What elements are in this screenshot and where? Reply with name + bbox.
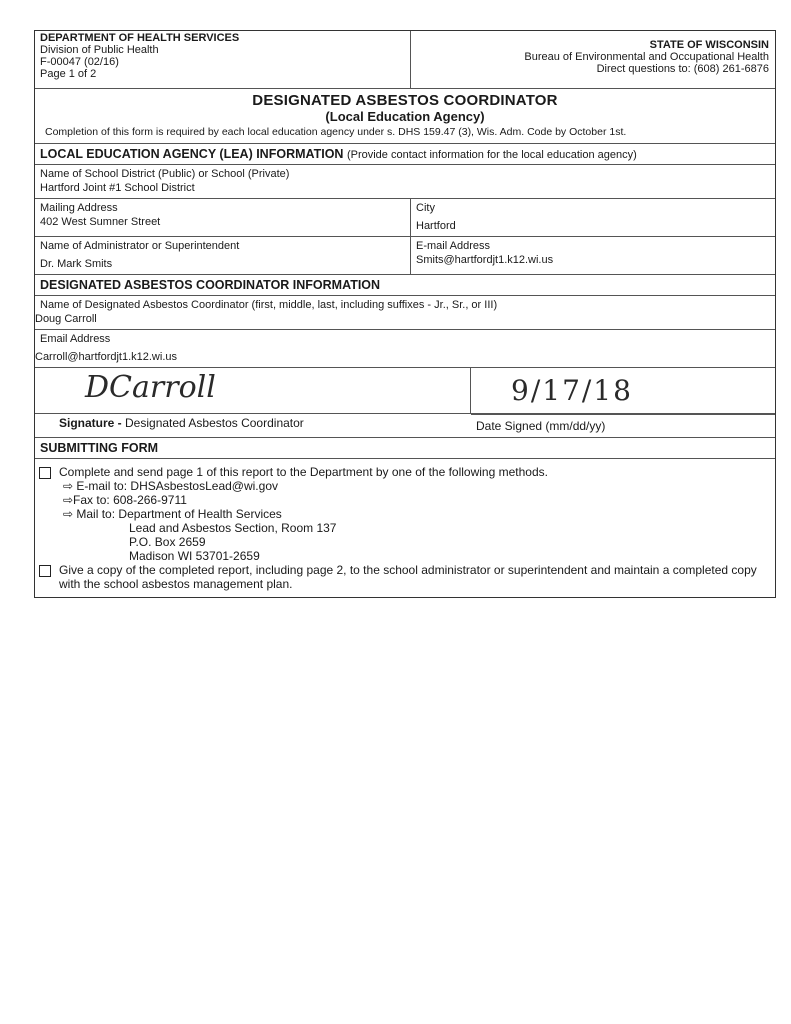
email-method: ⇨ E-mail to: DHSAsbestosLead@wi.gov: [63, 479, 278, 493]
submit-checkbox-2[interactable]: [39, 565, 51, 577]
coordinator-name-value: Doug Carroll: [35, 313, 97, 325]
signature-label-rest: Designated Asbestos Coordinator: [125, 416, 304, 430]
form-number: F-00047 (02/16): [40, 56, 119, 68]
coordinator-email-value: Carroll@hartfordjt1.k12.wi.us: [35, 351, 177, 363]
submitting-section-heading: [35, 438, 775, 459]
header-right: [411, 31, 775, 88]
signature-row: [35, 368, 775, 414]
mailing-address-field[interactable]: [35, 199, 411, 236]
mail-method: ⇨ Mail to: Department of Health Services: [63, 507, 282, 521]
lea-heading-note: (Provide contact information for the local education agency): [346, 149, 637, 161]
signature-labels-row: [35, 414, 775, 438]
fax-method: ⇨Fax to: 608-266-9711: [63, 493, 187, 507]
admin-email-value: Smits@hartfordjt1.k12.wi.us: [416, 254, 554, 266]
signature-box[interactable]: [35, 368, 471, 413]
coordinator-heading-text: DESIGNATED ASBESTOS COORDINATOR INFORMATION: [40, 278, 381, 292]
submit-item-2-text: Give a copy of the completed report, including page 2, to the school administrator or superintendent and maintain a completed copy with the school asbestos management plan.: [59, 563, 757, 591]
coordinator-email-label: Email Address: [40, 333, 111, 345]
lea-heading-text: LOCAL EDUCATION AGENCY (LEA) INFORMATION: [40, 147, 344, 161]
coordinator-name-label: Name of Designated Asbestos Coordinator (first, middle, last, including suffixes - Jr., Sr., or III): [40, 299, 498, 311]
admin-email-field[interactable]: [411, 237, 775, 274]
lea-section-heading: [35, 144, 775, 165]
signature-label: [35, 414, 471, 437]
title-block: [35, 89, 775, 144]
admin-email-row: [35, 237, 775, 275]
submitting-instructions: [35, 459, 775, 597]
submit-checkbox-1[interactable]: [39, 467, 51, 479]
form-header: [35, 31, 775, 89]
city-label: City: [416, 202, 435, 214]
questions-phone: Direct questions to: (608) 261-6876: [596, 63, 769, 75]
mailing-label: Mailing Address: [40, 202, 118, 214]
school-field[interactable]: [35, 165, 775, 199]
coordinator-section-heading: [35, 275, 775, 296]
signature-label-bold: Signature -: [59, 416, 122, 430]
header-left: [35, 31, 411, 88]
admin-email-label: E-mail Address: [416, 240, 490, 252]
date-label: Date Signed (mm/dd/yy): [471, 414, 775, 437]
school-value: Hartford Joint #1 School District: [40, 182, 195, 194]
form-subtitle: (Local Education Agency): [325, 109, 485, 124]
date-box[interactable]: [471, 368, 775, 413]
submitting-heading-text: SUBMITTING FORM: [40, 441, 159, 455]
page-number: Page 1 of 2: [40, 68, 97, 80]
handwritten-signature: DCarroll: [85, 370, 216, 405]
coordinator-name-field[interactable]: [35, 296, 775, 330]
asbestos-coordinator-form: [34, 30, 776, 598]
handwritten-date: 9/17/18: [511, 374, 633, 407]
admin-field[interactable]: [35, 237, 411, 274]
submit-item-1-text: Complete and send page 1 of this report to the Department by one of the following methods.: [59, 465, 548, 479]
bureau-name: Bureau of Environmental and Occupational Health: [524, 51, 769, 63]
division-name: Division of Public Health: [40, 44, 159, 56]
city-field[interactable]: [411, 199, 775, 236]
mail-address-line-1: Lead and Asbestos Section, Room 137: [129, 521, 337, 535]
city-value: Hartford: [416, 220, 456, 232]
coordinator-email-field[interactable]: [35, 330, 775, 368]
admin-value: Dr. Mark Smits: [40, 258, 113, 270]
address-city-row: [35, 199, 775, 237]
mail-address-line-2: P.O. Box 2659: [129, 535, 206, 549]
completion-note: Completion of this form is required by each local education agency under s. DHS 159.47 (3), Wis. Adm. Code by October 1st.: [45, 126, 627, 138]
form-title: DESIGNATED ASBESTOS COORDINATOR: [252, 92, 558, 109]
dept-name: DEPARTMENT OF HEALTH SERVICES: [40, 32, 240, 44]
state-name: STATE OF WISCONSIN: [649, 39, 769, 51]
mail-address-line-3: Madison WI 53701-2659: [129, 549, 260, 563]
mailing-value: 402 West Sumner Street: [40, 216, 161, 228]
submit-item-2: [39, 563, 770, 591]
school-label: Name of School District (Public) or School (Private): [40, 168, 290, 180]
submit-item-1: [39, 465, 770, 479]
admin-label: Name of Administrator or Superintendent: [40, 240, 240, 252]
